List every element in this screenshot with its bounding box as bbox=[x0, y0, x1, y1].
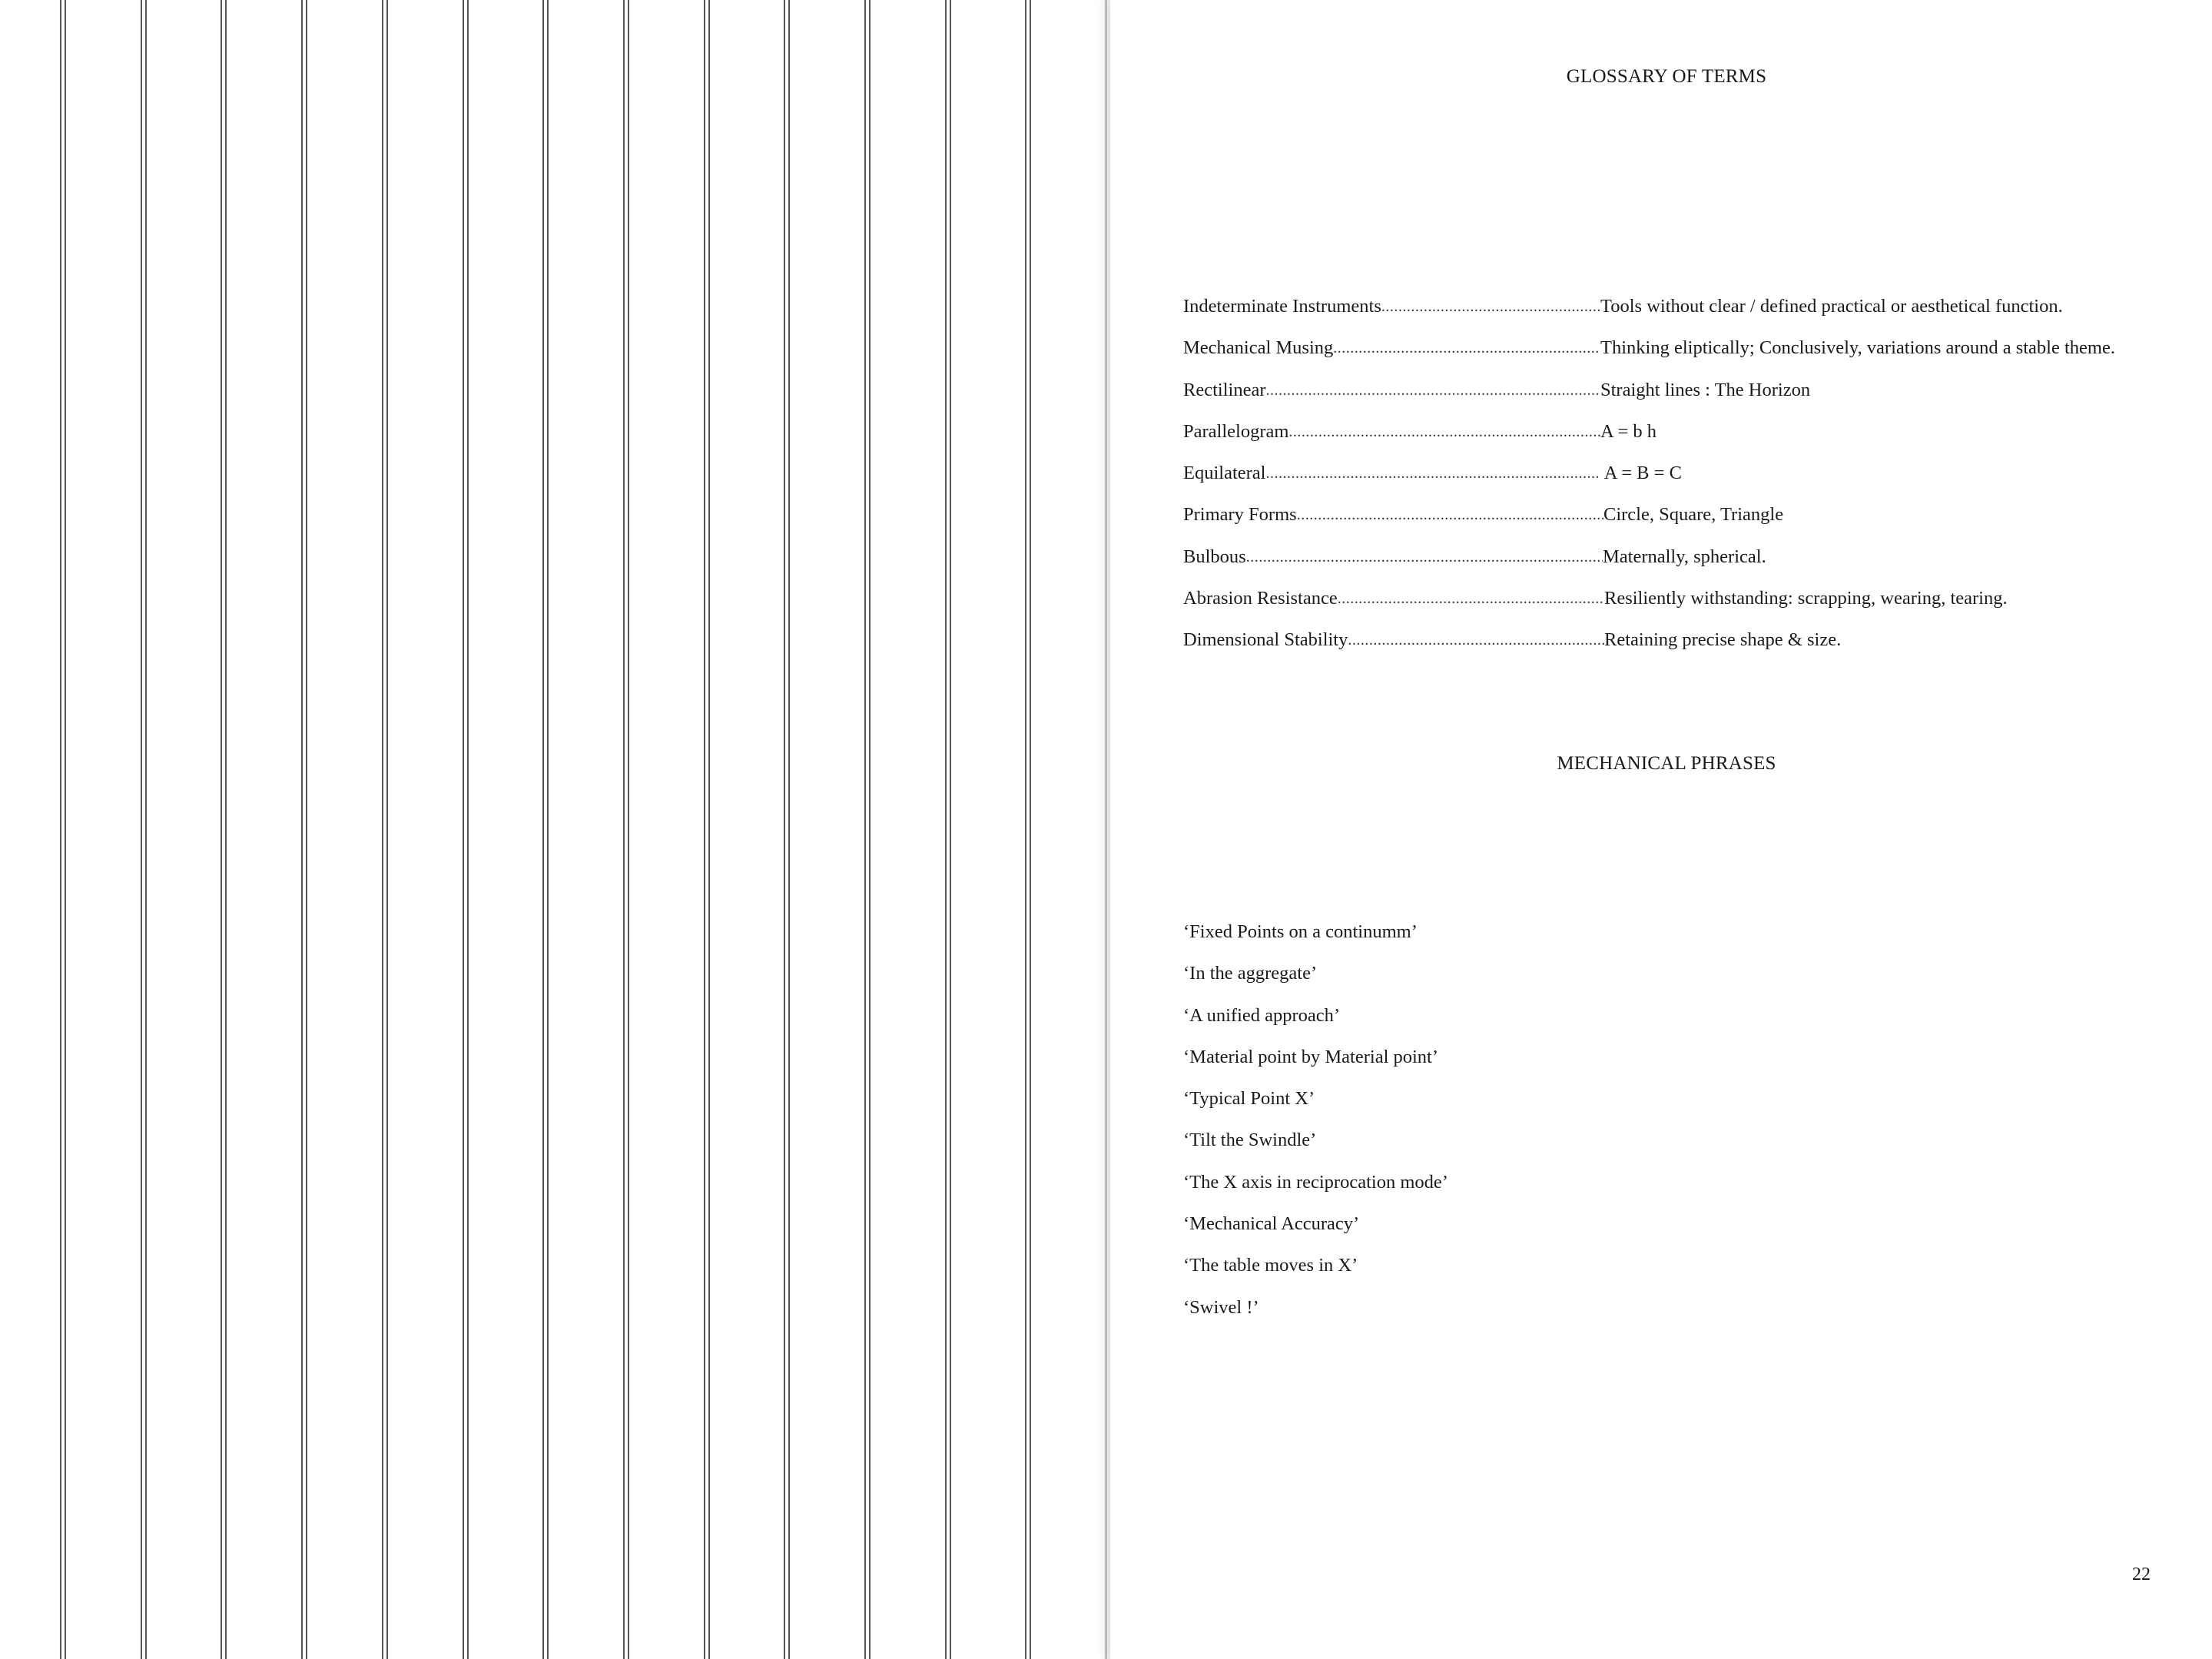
vertical-double-rule bbox=[864, 0, 871, 1659]
dot-leader bbox=[1333, 335, 1600, 377]
glossary-entry bbox=[1183, 502, 2197, 543]
glossary-definition: A = B = C bbox=[1600, 463, 1682, 484]
phrase-item: ‘Swivel !’ bbox=[1183, 1296, 1259, 1318]
vertical-double-rule bbox=[623, 0, 629, 1659]
phrase-item: ‘Mechanical Accuracy’ bbox=[1183, 1213, 1360, 1235]
vertical-double-rule bbox=[784, 0, 790, 1659]
glossary-definition: Straight lines : The Horizon bbox=[1600, 379, 1811, 400]
glossary-entry bbox=[1183, 586, 2197, 627]
vertical-double-rule bbox=[60, 0, 66, 1659]
dot-leader bbox=[1265, 377, 1600, 419]
glossary-term: Parallelogram bbox=[1183, 420, 1289, 442]
glossary-title: GLOSSARY OF TERMS bbox=[1566, 66, 1767, 87]
glossary-term: Dimensional Stability bbox=[1183, 629, 1348, 651]
dot-leader bbox=[1381, 294, 1600, 335]
glossary-definition: Maternally, spherical. bbox=[1603, 546, 1766, 567]
glossary-definition: Thinking eliptically; Conclusively, variations around a stable theme. bbox=[1600, 337, 2115, 359]
glossary-definition: Circle, Square, Triangle bbox=[1603, 504, 1784, 526]
glossary-term: Indeterminate Instruments bbox=[1183, 296, 1381, 317]
page-number: 22 bbox=[2132, 1564, 2151, 1584]
glossary-term: Rectilinear bbox=[1183, 379, 1266, 400]
phrase-item: ‘In the aggregate’ bbox=[1183, 963, 1318, 984]
phrase-item: ‘The table moves in X’ bbox=[1183, 1255, 1358, 1276]
dot-leader bbox=[1265, 460, 1600, 502]
glossary-entry bbox=[1183, 627, 2197, 669]
vertical-double-rule bbox=[382, 0, 388, 1659]
glossary-entry bbox=[1183, 419, 2197, 460]
glossary-list bbox=[1183, 294, 2197, 669]
glossary-term: Bulbous bbox=[1183, 546, 1246, 567]
glossary-entry bbox=[1183, 460, 2197, 502]
dot-leader bbox=[1246, 544, 1603, 586]
vertical-double-rule bbox=[141, 0, 147, 1659]
glossary-entry bbox=[1183, 544, 2197, 586]
vertical-double-rule bbox=[945, 0, 951, 1659]
phrase-item: ‘A unified approach’ bbox=[1183, 1004, 1341, 1026]
glossary-term: Primary Forms bbox=[1183, 504, 1297, 526]
phrase-item: ‘Material point by Material point’ bbox=[1183, 1046, 1439, 1067]
glossary-term: Abrasion Resistance bbox=[1183, 588, 1338, 609]
glossary-entry bbox=[1183, 294, 2197, 335]
dot-leader bbox=[1338, 586, 1604, 627]
dot-leader bbox=[1297, 502, 1603, 543]
glossary-term: Equilateral bbox=[1183, 463, 1266, 484]
phrase-item: ‘The X axis in reciprocation mode’ bbox=[1183, 1171, 1448, 1193]
vertical-double-rule bbox=[1025, 0, 1031, 1659]
vertical-double-rule bbox=[221, 0, 227, 1659]
phrase-list bbox=[1183, 919, 1448, 1336]
glossary-definition: Resiliently withstanding: scrapping, wearing, tearing. bbox=[1604, 588, 2008, 609]
phrase-item: ‘Typical Point X’ bbox=[1183, 1088, 1315, 1110]
glossary-definition: A = b h bbox=[1600, 420, 1657, 442]
glossary-definition: Retaining precise shape & size. bbox=[1604, 629, 1842, 651]
right-page bbox=[1110, 0, 2212, 1659]
vertical-double-rule bbox=[301, 0, 307, 1659]
vertical-double-rule bbox=[542, 0, 549, 1659]
phrases-title: MECHANICAL PHRASES bbox=[1557, 753, 1776, 774]
phrase-item: ‘Fixed Points on a continumm’ bbox=[1183, 921, 1418, 942]
glossary-entry bbox=[1183, 335, 2197, 377]
dot-leader bbox=[1288, 419, 1600, 460]
phrase-item: ‘Tilt the Swindle’ bbox=[1183, 1130, 1317, 1151]
glossary-definition: Tools without clear / defined practical or aesthetical function. bbox=[1600, 296, 2063, 317]
dot-leader bbox=[1348, 627, 1604, 669]
vertical-double-rule bbox=[463, 0, 469, 1659]
vertical-double-rule bbox=[704, 0, 710, 1659]
glossary-entry bbox=[1183, 377, 2197, 419]
glossary-term: Mechanical Musing bbox=[1183, 337, 1334, 359]
